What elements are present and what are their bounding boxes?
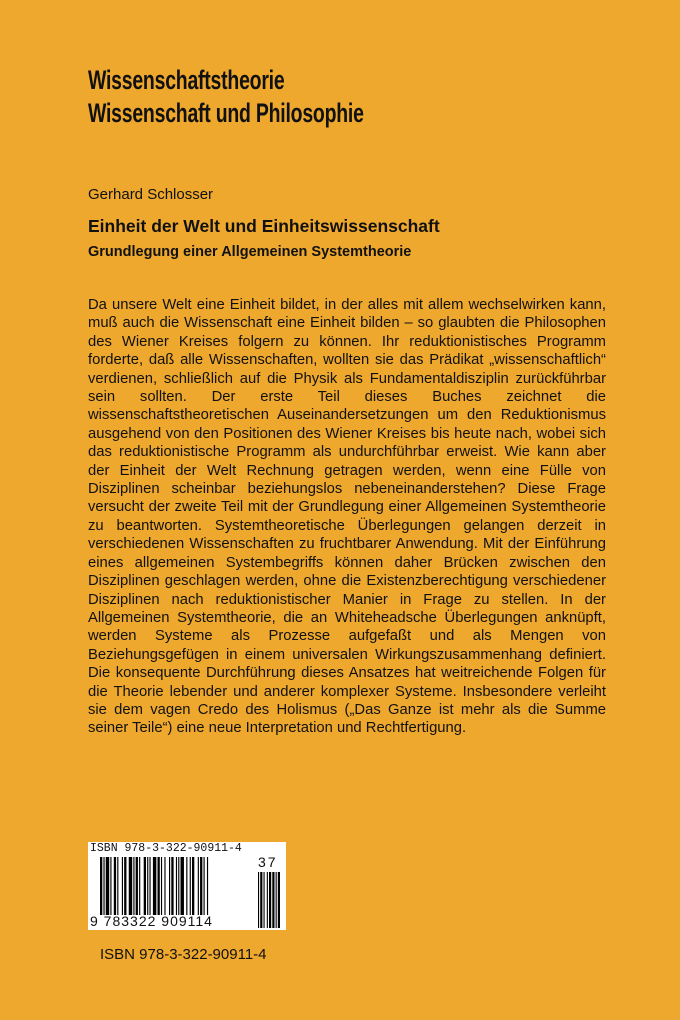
blurb-text: Da unsere Welt eine Einheit bildet, in der alles mit allem wechselwirken kann, muß auch die Wissenschaft eine Einheit bilden – so glaubten die Philosophen des Wiener Kreises folgern zu können. Ihr reduktionistisches Programm forderte, daß alle Wissenschaften, wollten sie das Prädikat „wissenschaftlich“ verdienen, schließlich auf die Physik als Fundamentaldisziplin zurückführbar sein sollten. Der erste Teil dieses Buches zeichnet die wissenschaftstheoretischen Auseinandersetzungen um den Reduktionismus ausgehend von den Positionen des Wiener Kreises bis heute nach, wobei sich das reduktionistische Programm als undurchführbar erweist. Wie kann aber der Einheit der Welt Rechnung getragen werden, wenn eine Fülle von Disziplinen scheinbar beziehungslos nebeneinanderstehen? Diese Frage versucht der zweite Teil mit der Grundlegung einer Allgemeinen Systemtheorie zu beantworten. Systemtheoretische Überlegungen gelangen derzeit in verschiedenen Wissenschaften zu fruchtbarer Anwendung. Mit der Einführung eines allgemeinen Systembegriffs können daher Brücken zwischen den Disziplinen geschlagen werden, ohne die Existenzberechtigung verschiedener Disziplinen nach reduktionistischer Manier in Frage zu stellen. In der Allgemeinen Systemtheorie, die an Whiteheadsche Überlegungen anknüpft, werden Systeme als Prozesse aufgefaßt und als Mengen von Beziehungsgefügen in einem universalen Wirkungszusammenhang definiert. Die konsequente Durchführung dieses Ansatzes hat weitreichende Folgen für die Theorie lebender und anderer komplexer Systeme. Insbesondere verleiht sie dem vagen Credo des Holismus („Das Ganze ist mehr als die Summe seiner Teile“) eine neue Interpretation und Rechtfertigung. [88,297,606,737]
series-line-2: Wissenschaft und Philosophie [88,98,364,128]
series-line-1: Wissenschaftstheorie [88,65,285,95]
book-title: Einheit der Welt und Einheitswissenschaft [88,216,440,236]
barcode-bars [100,857,252,915]
isbn-footer: ISBN 978-3-322-90911-4 [100,946,267,963]
barcode-addon-bars [258,872,282,928]
barcode-digits: 9 783322 909114 [90,913,213,929]
barcode-addon-digits: 37 [258,854,278,870]
series-title [88,64,364,130]
barcode-isbn-label: ISBN 978-3-322-90911-4 [90,842,242,855]
author-name: Gerhard Schlosser [88,186,214,203]
book-subtitle: Grundlegung einer Allgemeinen Systemtheorie [88,244,412,260]
barcode [88,842,286,930]
